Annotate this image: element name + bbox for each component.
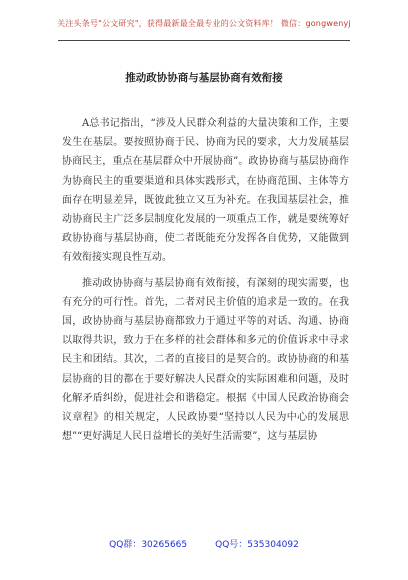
header-banner	[0, 18, 408, 29]
footer-qq-number: QQ号：535304092	[215, 540, 299, 550]
header-banner-text: 关注头条号"公文研究"，获得最新最全最专业的公文资料库！ 微信：gongwenyj	[57, 19, 351, 28]
body-paragraph: A总书记指出，“涉及人民群众利益的大量决策和工作，主要发生在基层。要按照协商于民、协商为民的要求，大力发展基层协商民主，重点在基层群众中开展协商”。政协协商与基层协商作为协商民主的重要渠道和具体实践形式，在协商范围、主体等方面存在明显差异，既彼此独立又互为补充。在我国基层社会，推动协商民主广泛多层制度化发展的一项重点工作，就是要统筹好政协协商与基层协商，使二者既能充分发挥各自优势，又能做到有效衔接实现良性互动。	[62, 118, 349, 264]
body-paragraph: 推动政协协商与基层协商有效衔接，有深刻的现实需要，也有充分的可行性。首先，二者对民主价值的追求是一致的。在我国，政协协商与基层协商都致力于通过平等的对话、沟通、协商以取得共识，致力于在多样的社会群体和多元的价值诉求中寻求民主和团结。其次，二者的直接目的是契合的。政协协商的和基层协商的目的都在于要好解决人民群众的实际困难和问题，及时化解矛盾纠纷，促进社会和谐稳定。根据《中国人民政治协商会议章程》的相关规定，人民政协要“坚持以人民为中心的发展思想”“更好满足人民日益增长的美好生活需要”，这与基层协	[62, 277, 349, 443]
header-divider	[58, 40, 350, 41]
document-title: 推动政协协商与基层协商有效衔接	[125, 72, 283, 84]
footer-contacts	[0, 537, 408, 550]
document-body	[62, 114, 349, 452]
footer-qq-group: QQ群：30265665	[109, 540, 188, 550]
